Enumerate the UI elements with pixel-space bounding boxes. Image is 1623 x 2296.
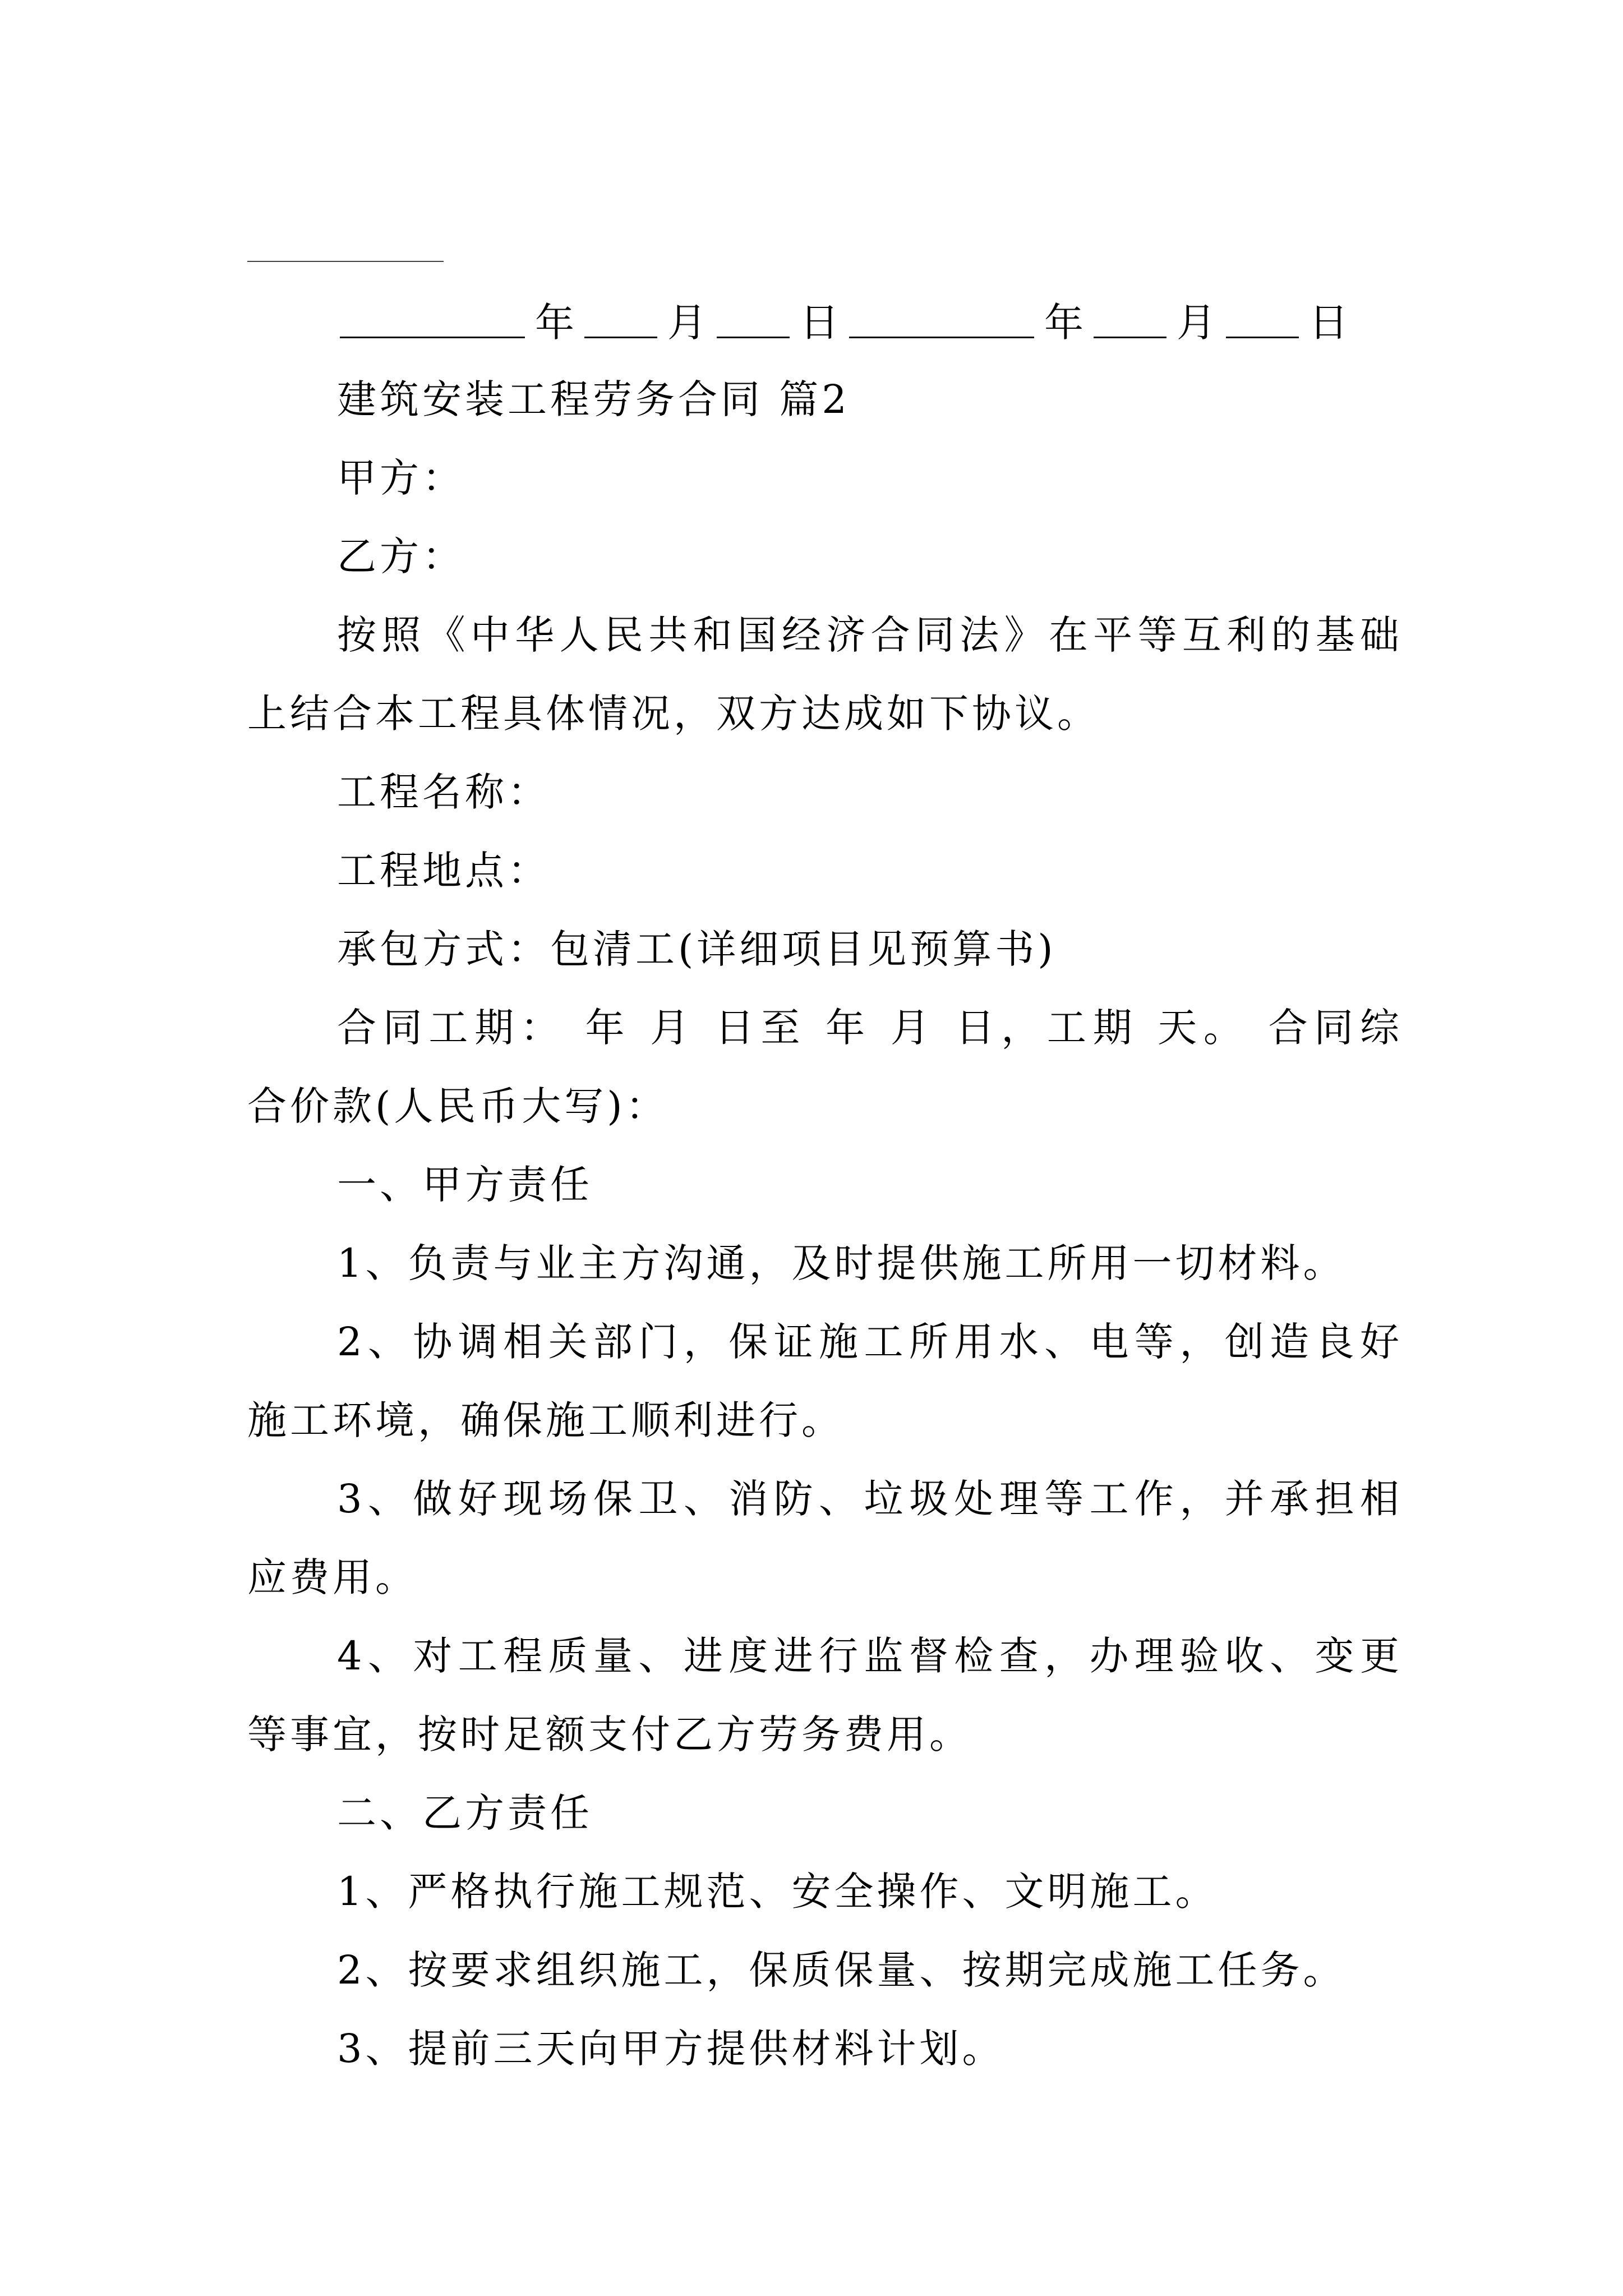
section-a-title: 一、甲方责任	[337, 1162, 593, 1208]
month-blank-1	[584, 325, 657, 338]
clause-a4-line-1: 4、对工程质量、进度进行监督检查，办理验收、变更	[337, 1633, 1403, 1679]
clause-b3: 3、提前三天向甲方提供材料计划。	[337, 2026, 1005, 2072]
clause-a2-line-2: 施工环境，确保施工顺利进行。	[247, 1397, 844, 1443]
intro-line-1: 按照《中华人民共和国经济合同法》在平等互利的基础	[337, 612, 1403, 658]
clause-a3-line-2: 应费用。	[247, 1554, 418, 1600]
year-blank-1	[340, 325, 525, 338]
project-name-label: 工程名称：	[337, 769, 550, 815]
clause-b2: 2、按要求组织施工，保质保量、按期完成施工任务。	[337, 1947, 1346, 1993]
project-location-label: 工程地点：	[337, 848, 550, 894]
year-blank-2	[849, 325, 1034, 338]
clause-a1: 1、负责与业主方沟通，及时提供施工所用一切材料。	[337, 1240, 1346, 1286]
section-b-title: 二、乙方责任	[337, 1790, 593, 1836]
contract-period-line-2: 合价款(人民币大写)：	[247, 1083, 668, 1129]
day-label-1: 日	[800, 300, 839, 346]
year-label-1: 年	[535, 300, 574, 346]
clause-a2-line-1: 2、协调相关部门，保证施工所用水、电等，创造良好	[337, 1319, 1403, 1365]
contract-period-line-1: 合同工期： 年 月 日至 年 月 日，工期 天。 合同综	[337, 1005, 1403, 1051]
signature-date-line	[336, 283, 1355, 362]
clause-a4-line-2: 等事宜，按时足额支付乙方劳务费用。	[247, 1711, 972, 1757]
contract-heading: 建筑安装工程劳务合同 篇2	[337, 376, 850, 422]
party-b-label: 乙方：	[337, 533, 465, 579]
day-blank-1	[717, 325, 790, 338]
clause-b1: 1、严格执行施工规范、安全操作、文明施工。	[337, 1869, 1218, 1915]
year-label-2: 年	[1044, 300, 1083, 346]
month-blank-2	[1094, 325, 1166, 338]
intro-line-2: 上结合本工程具体情况，双方达成如下协议。	[247, 691, 1100, 737]
month-label-2: 月	[1177, 300, 1216, 346]
contract-method: 承包方式：包清工(详细项目见预算书)	[337, 926, 1057, 972]
day-label-2: 日	[1309, 300, 1348, 346]
day-blank-2	[1226, 325, 1299, 338]
party-a-label: 甲方：	[337, 455, 465, 501]
clause-a3-line-1: 3、做好现场保卫、消防、垃圾处理等工作，并承担相	[337, 1476, 1403, 1522]
top-divider	[247, 261, 444, 262]
month-label-1: 月	[667, 300, 707, 346]
